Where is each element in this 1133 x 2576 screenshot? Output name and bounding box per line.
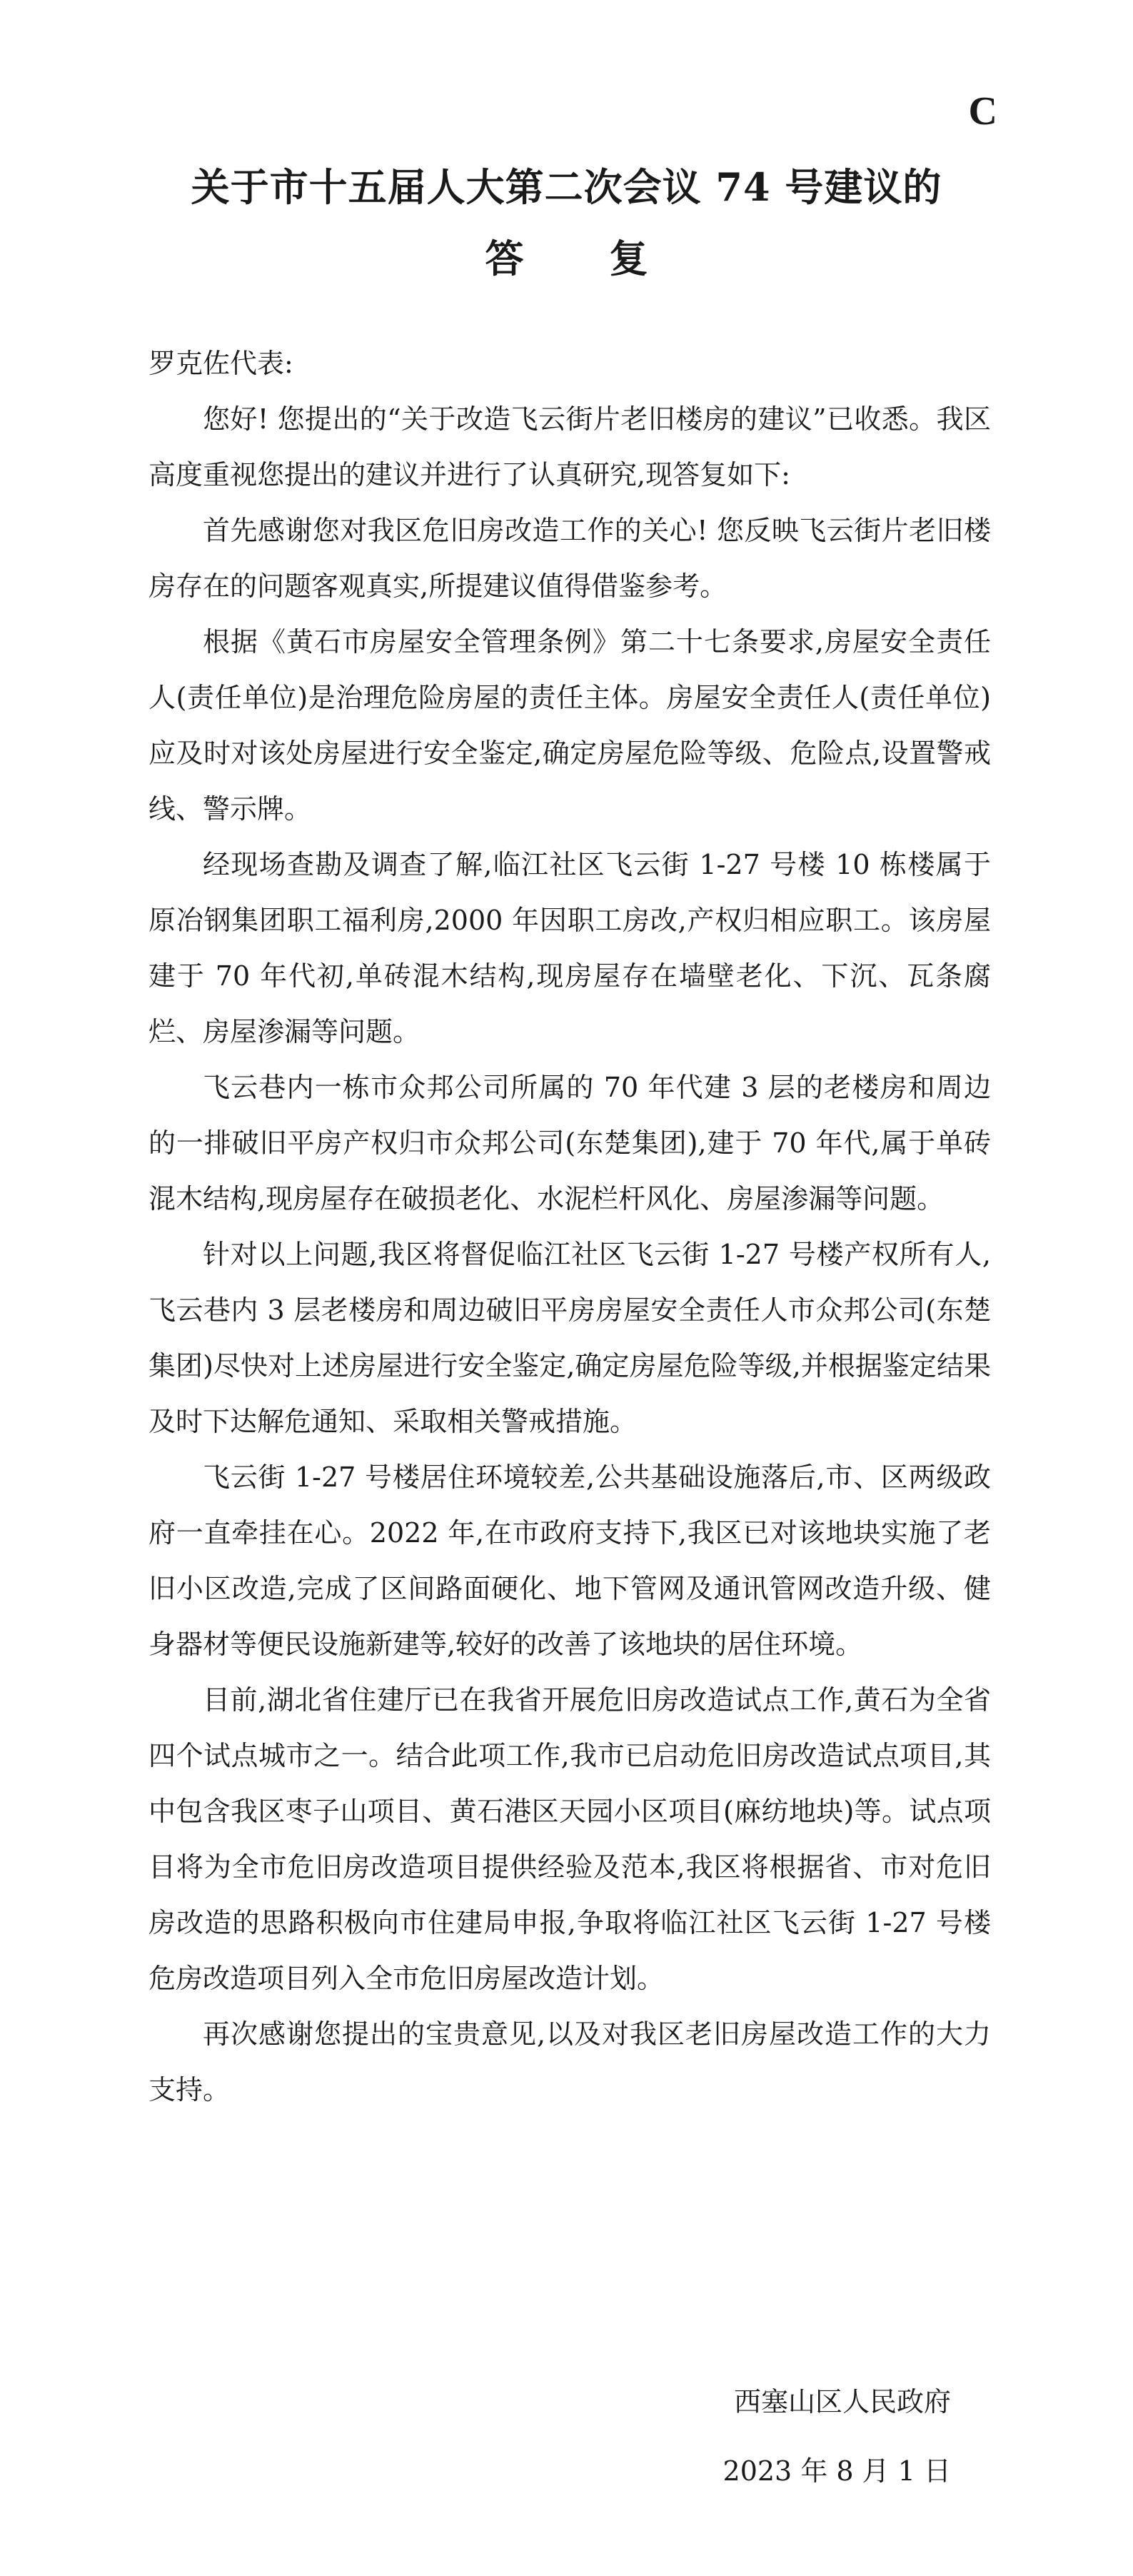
paragraph: 飞云巷内一栋市众邦公司所属的 70 年代建 3 层的老楼房和周边的一排破旧平房产权归市众邦公司(东楚集团),建于 70 年代,属于单砖混木结构,现房屋存在破损老化、水泥栏杆风化、房屋渗漏等问题。 (148, 1072, 991, 1214)
paragraph: 根据《黄石市房屋安全管理条例》第二十七条要求,房屋安全责任人(责任单位)是治理危险房屋的责任主体。房屋安全责任人(责任单位)应及时对该处房屋进行安全鉴定,确定房屋危险等级、危险点,设置警戒线、警示牌。 (148, 626, 991, 825)
document-title-reply (0, 236, 1133, 281)
document-title-reply-text: 答复 (485, 236, 734, 281)
paragraph: 您好! 您提出的“关于改造飞云街片老旧楼房的建议”已收悉。我区高度重视您提出的建议并进行了认真研究,现答复如下: (148, 403, 991, 490)
paragraph: 目前,湖北省住建厅已在我省开展危旧房改造试点工作,黄石为全省四个试点城市之一。结合此项工作,我市已启动危旧房改造试点项目,其中包含我区枣子山项目、黄石港区天园小区项目(麻纺地块)等。试点项目将为全市危旧房改造项目提供经验及范本,我区将根据省、市对危旧房改造的思路积极向市住建局申报,争取将临江社区飞云街 1-27 号楼危房改造项目列入全市危旧房屋改造计划。 (148, 1684, 991, 1994)
paragraph: 飞云街 1-27 号楼居住环境较差,公共基础设施落后,市、区两级政府一直牵挂在心。2022 年,在市政府支持下,我区已对该地块实施了老旧小区改造,完成了区间路面硬化、地下管网及通讯管网改造升级、健身器材等便民设施新建等,较好的改善了该地块的居住环境。 (148, 1461, 991, 1660)
paragraph: 经现场查勘及调查了解,临江社区飞云街 1-27 号楼 10 栋楼属于原冶钢集团职工福利房,2000 年因职工房改,产权归相应职工。该房屋建于 70 年代初,单砖混木结构,现房屋存在墙壁老化、下沉、瓦条腐烂、房屋渗漏等问题。 (148, 849, 991, 1047)
signature-date: 2023 年 8 月 1 日 (722, 2455, 951, 2487)
signature-organization: 西塞山区人民政府 (733, 2386, 951, 2417)
letter-body (148, 336, 991, 2118)
paragraph: 首先感谢您对我区危旧房改造工作的关心! 您反映飞云街片老旧楼房存在的问题客观真实,所提建议值得借鉴参考。 (148, 515, 991, 602)
document-title: 关于市十五届人大第二次会议 74 号建议的 (191, 164, 942, 210)
salutation: 罗克佐代表: (148, 348, 293, 379)
paragraph: 再次感谢您提出的宝贵意见,以及对我区老旧房屋改造工作的大力支持。 (148, 2018, 991, 2105)
paragraph: 针对以上问题,我区将督促临江社区飞云街 1-27 号楼产权所有人,飞云巷内 3 层老楼房和周边破旧平房房屋安全责任人市众邦公司(东楚集团)尽快对上述房屋进行安全鉴定,确定房屋危险等级,并根据鉴定结果及时下达解危通知、采取相关警戒措施。 (148, 1239, 991, 1437)
corner-mark: C (968, 89, 997, 134)
